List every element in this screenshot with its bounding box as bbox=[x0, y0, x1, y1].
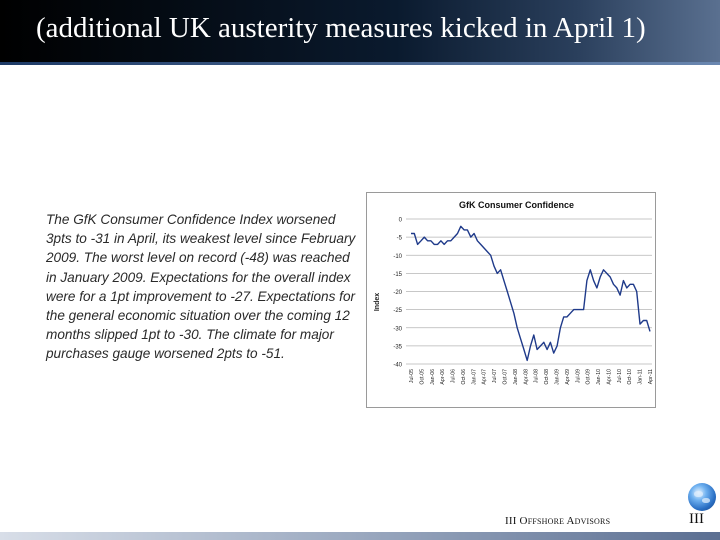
x-tick-label: Jan-10 bbox=[596, 369, 603, 385]
x-tick-label: Jan-11 bbox=[637, 369, 644, 385]
chart-title: GfK Consumer Confidence bbox=[459, 200, 575, 210]
x-tick-label: Jul-08 bbox=[533, 369, 540, 384]
y-tick-label: -10 bbox=[393, 253, 402, 260]
x-tick-label: Apr-07 bbox=[481, 369, 488, 385]
y-axis-label: Index bbox=[374, 292, 381, 312]
y-tick-label: -20 bbox=[393, 290, 402, 296]
x-tick-label: Oct-07 bbox=[502, 369, 509, 385]
y-tick-label: -30 bbox=[393, 326, 402, 333]
y-tick-label: -35 bbox=[393, 344, 402, 351]
title-bar bbox=[0, 0, 720, 62]
x-tick-label: Jul-07 bbox=[492, 369, 499, 384]
body-paragraph: The GfK Consumer Confidence Index worsened 3pts to -31 in April, its weakest level since February 2009. The worst level on record (-48) was reached in January 2009. Expectations for the overall index were for a 1pt improvement to -27. Expectations for the general economic situation over the coming 12 months slipped 1pt to -30. The climate for major purchases gauge worsened 2pts to -51. bbox=[46, 212, 356, 362]
x-tick-label: Apr-11 bbox=[648, 369, 654, 385]
y-tick-label: -40 bbox=[393, 362, 402, 369]
y-tick-label: -15 bbox=[393, 271, 402, 278]
slide-title: (additional UK austerity measures kicked in April 1) bbox=[36, 12, 646, 44]
x-tick-label: Oct-08 bbox=[544, 369, 551, 385]
y-tick-label: -25 bbox=[393, 308, 402, 315]
x-tick-label: Oct-06 bbox=[460, 369, 467, 385]
x-tick-label: Jul-05 bbox=[409, 369, 415, 384]
y-tick-label: 0 bbox=[398, 217, 402, 224]
bottom-bar bbox=[0, 532, 720, 540]
x-tick-label: Oct-09 bbox=[585, 369, 592, 385]
x-tick-label: Apr-08 bbox=[523, 369, 530, 385]
x-tick-label: Oct-05 bbox=[419, 369, 426, 385]
x-tick-label: Jan-08 bbox=[512, 369, 519, 385]
x-tick-label: Apr-06 bbox=[440, 369, 447, 385]
x-tick-label: Jul-10 bbox=[616, 369, 623, 384]
chart-container bbox=[366, 192, 656, 408]
x-tick-label: Oct-10 bbox=[627, 369, 634, 385]
footer-firm-name: III OFFSHORE ADVISORS bbox=[505, 515, 611, 527]
footer-logo: III bbox=[689, 511, 704, 527]
x-tick-label: Jul-09 bbox=[575, 369, 582, 384]
title-underline bbox=[0, 62, 720, 65]
x-tick-label: Apr-10 bbox=[606, 369, 613, 385]
x-tick-label: Jan-07 bbox=[471, 369, 478, 385]
x-tick-label: Jan-06 bbox=[429, 369, 436, 385]
gfk-chart bbox=[366, 192, 656, 408]
x-tick-label: Jan-09 bbox=[554, 369, 561, 385]
globe-icon bbox=[688, 483, 716, 511]
x-tick-label: Jul-06 bbox=[450, 369, 457, 384]
y-tick-label: -5 bbox=[396, 235, 402, 242]
x-tick-label: Apr-09 bbox=[564, 369, 571, 385]
